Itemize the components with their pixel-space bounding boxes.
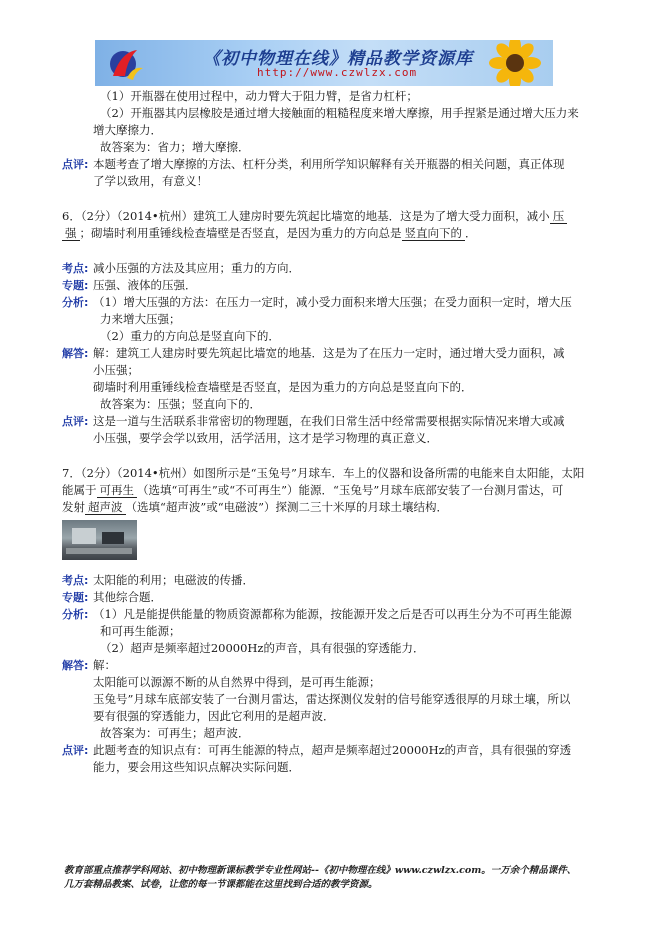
solution-line: 要有很强的穿透能力，因此它利用的是超声波． [93,709,335,723]
review-line: 能力，要会用这些知识点解决实际问题． [93,760,300,774]
knowledge-point: 考点: 减小压强的方法及其应用；重力的方向． [62,261,300,275]
footer-line: 教育部重点推荐学科网站、初中物理新课标教学专业性网站--《初中物理在线》www.czwlzx.com。一万余个精品课件、 [64,865,577,876]
lunar-rover-photo [62,520,137,560]
analysis: 分析: （1）增大压强的方法：在压力一定时，减小受力面积来增大压强；在受力面积一定时，增大压 [62,295,572,309]
question-7-stem: 发射 超声波 （选填“超声波”或“电磁波”）探测二三十米厚的月球土壤结构． [62,500,449,514]
solution-answer: 故答案为：压强；竖直向下的． [100,397,261,411]
review-tag: 点评: [62,158,89,171]
header-banner [95,40,553,86]
question-6-stem: 强 ；砌墙时利用重锤线检查墙壁是否竖直，是因为重力的方向总是 竖直向下的 ． [62,225,622,242]
answer-blank: 竖直向下的 [402,226,466,241]
solution-answer: 故答案为：可再生；超声波． [100,726,250,740]
answer-blank: 可再生 [97,483,138,498]
prev-answer: 故答案为：省力；增大摩擦． [100,140,250,154]
answer-blank: 强 [62,226,80,241]
review-text: 本题考查了增大摩擦的方法、杠杆分类，利用所学知识解释有关开瓶器的相关问题，真正体现 [93,157,565,171]
solution: 解答: 解：建筑工人建房时要先筑起比墙宽的地基．这是为了在压力一定时，通过增大受力面积，减 [62,346,565,360]
review-line: 小压强，要学会学以致用，活学活用，这才是学习物理的真正意义． [93,431,438,445]
prev-analysis-line: 增大摩擦力． [93,123,162,137]
review-text: 了学以致用，有意义！ [93,174,208,188]
site-url[interactable]: http://www.czwlzx.com [257,66,418,79]
solution-line: 小压强； [93,363,139,377]
solution-line: 玉兔号”月球车底部安装了一台测月雷达，雷达探测仪发射的信号能穿透很厚的月球土壤，所以 [93,692,571,706]
answer-blank: 压 [550,209,568,224]
analysis-line: 力来增大压强； [100,312,181,326]
question-6-stem: 6．（2分）（2014•杭州）建筑工人建房时要先筑起比墙宽的地基．这是为了增大受力面积，减小 压 [62,208,622,225]
answer-blank: 超声波 [85,500,126,515]
solution-line: 太阳能可以源源不断的从自然界中得到，是可再生能源； [93,675,381,689]
analysis: 分析: （1）凡是能提供能量的物质资源都称为能源，按能源开发之后是否可以再生分为不可再生能源 [62,607,572,621]
question-7-stem: 7．（2分）（2014•杭州）如图所示是“玉兔号”月球车．车上的仪器和设备所需的电能来自太阳能，太阳 [62,466,585,480]
page-footer [64,864,624,892]
topic: 专题: 其他综合题． [62,590,162,604]
solution-line: 砌墙时利用重锤线检查墙壁是否竖直，是因为重力的方向总是竖直向下的． [93,380,473,394]
review: 点评: 这是一道与生活联系非常密切的物理题，在我们日常生活中经常需要根据实际情况来增大或减 [62,414,565,428]
review: 点评: 此题考查的知识点有：可再生能源的特点，超声是频率超过20000Hz的声音，具有很强的穿透 [62,743,572,757]
analysis-line: （2）重力的方向总是竖直向下的． [100,329,280,343]
site-title: 《初中物理在线》精品教学资源库 [203,49,473,69]
prev-review [62,156,622,173]
analysis-line: 和可再生能源； [100,624,181,638]
footer-line: 几万套精品教案、试卷，让您的每一节课都能在这里找到合适的教学资源。 [64,879,378,890]
prev-analysis-line: （1）开瓶器在使用过程中，动力臂大于阻力臂，是省力杠杆； [100,89,418,103]
solution: 解答: 解： [62,658,116,672]
knowledge-point: 考点: 太阳能的利用；电磁波的传播． [62,573,254,587]
analysis-line: （2）超声是频率超过20000Hz的声音，具有很强的穿透能力． [100,641,425,655]
prev-analysis-line: （2）开瓶器其内层橡胶是通过增大接触面的粗糙程度来增大摩擦，用手捏紧是通过增大压力来 [100,106,579,120]
sunflower-icon [477,40,547,86]
site-logo-icon [107,46,147,82]
question-7-stem: 能属于 可再生 （选填“可再生”或“不可再生”）能源．“玉兔号”月球车底部安装了一台测月雷达，可 [62,483,564,497]
topic: 专题: 压强、液体的压强． [62,278,197,292]
document-body [62,88,622,776]
